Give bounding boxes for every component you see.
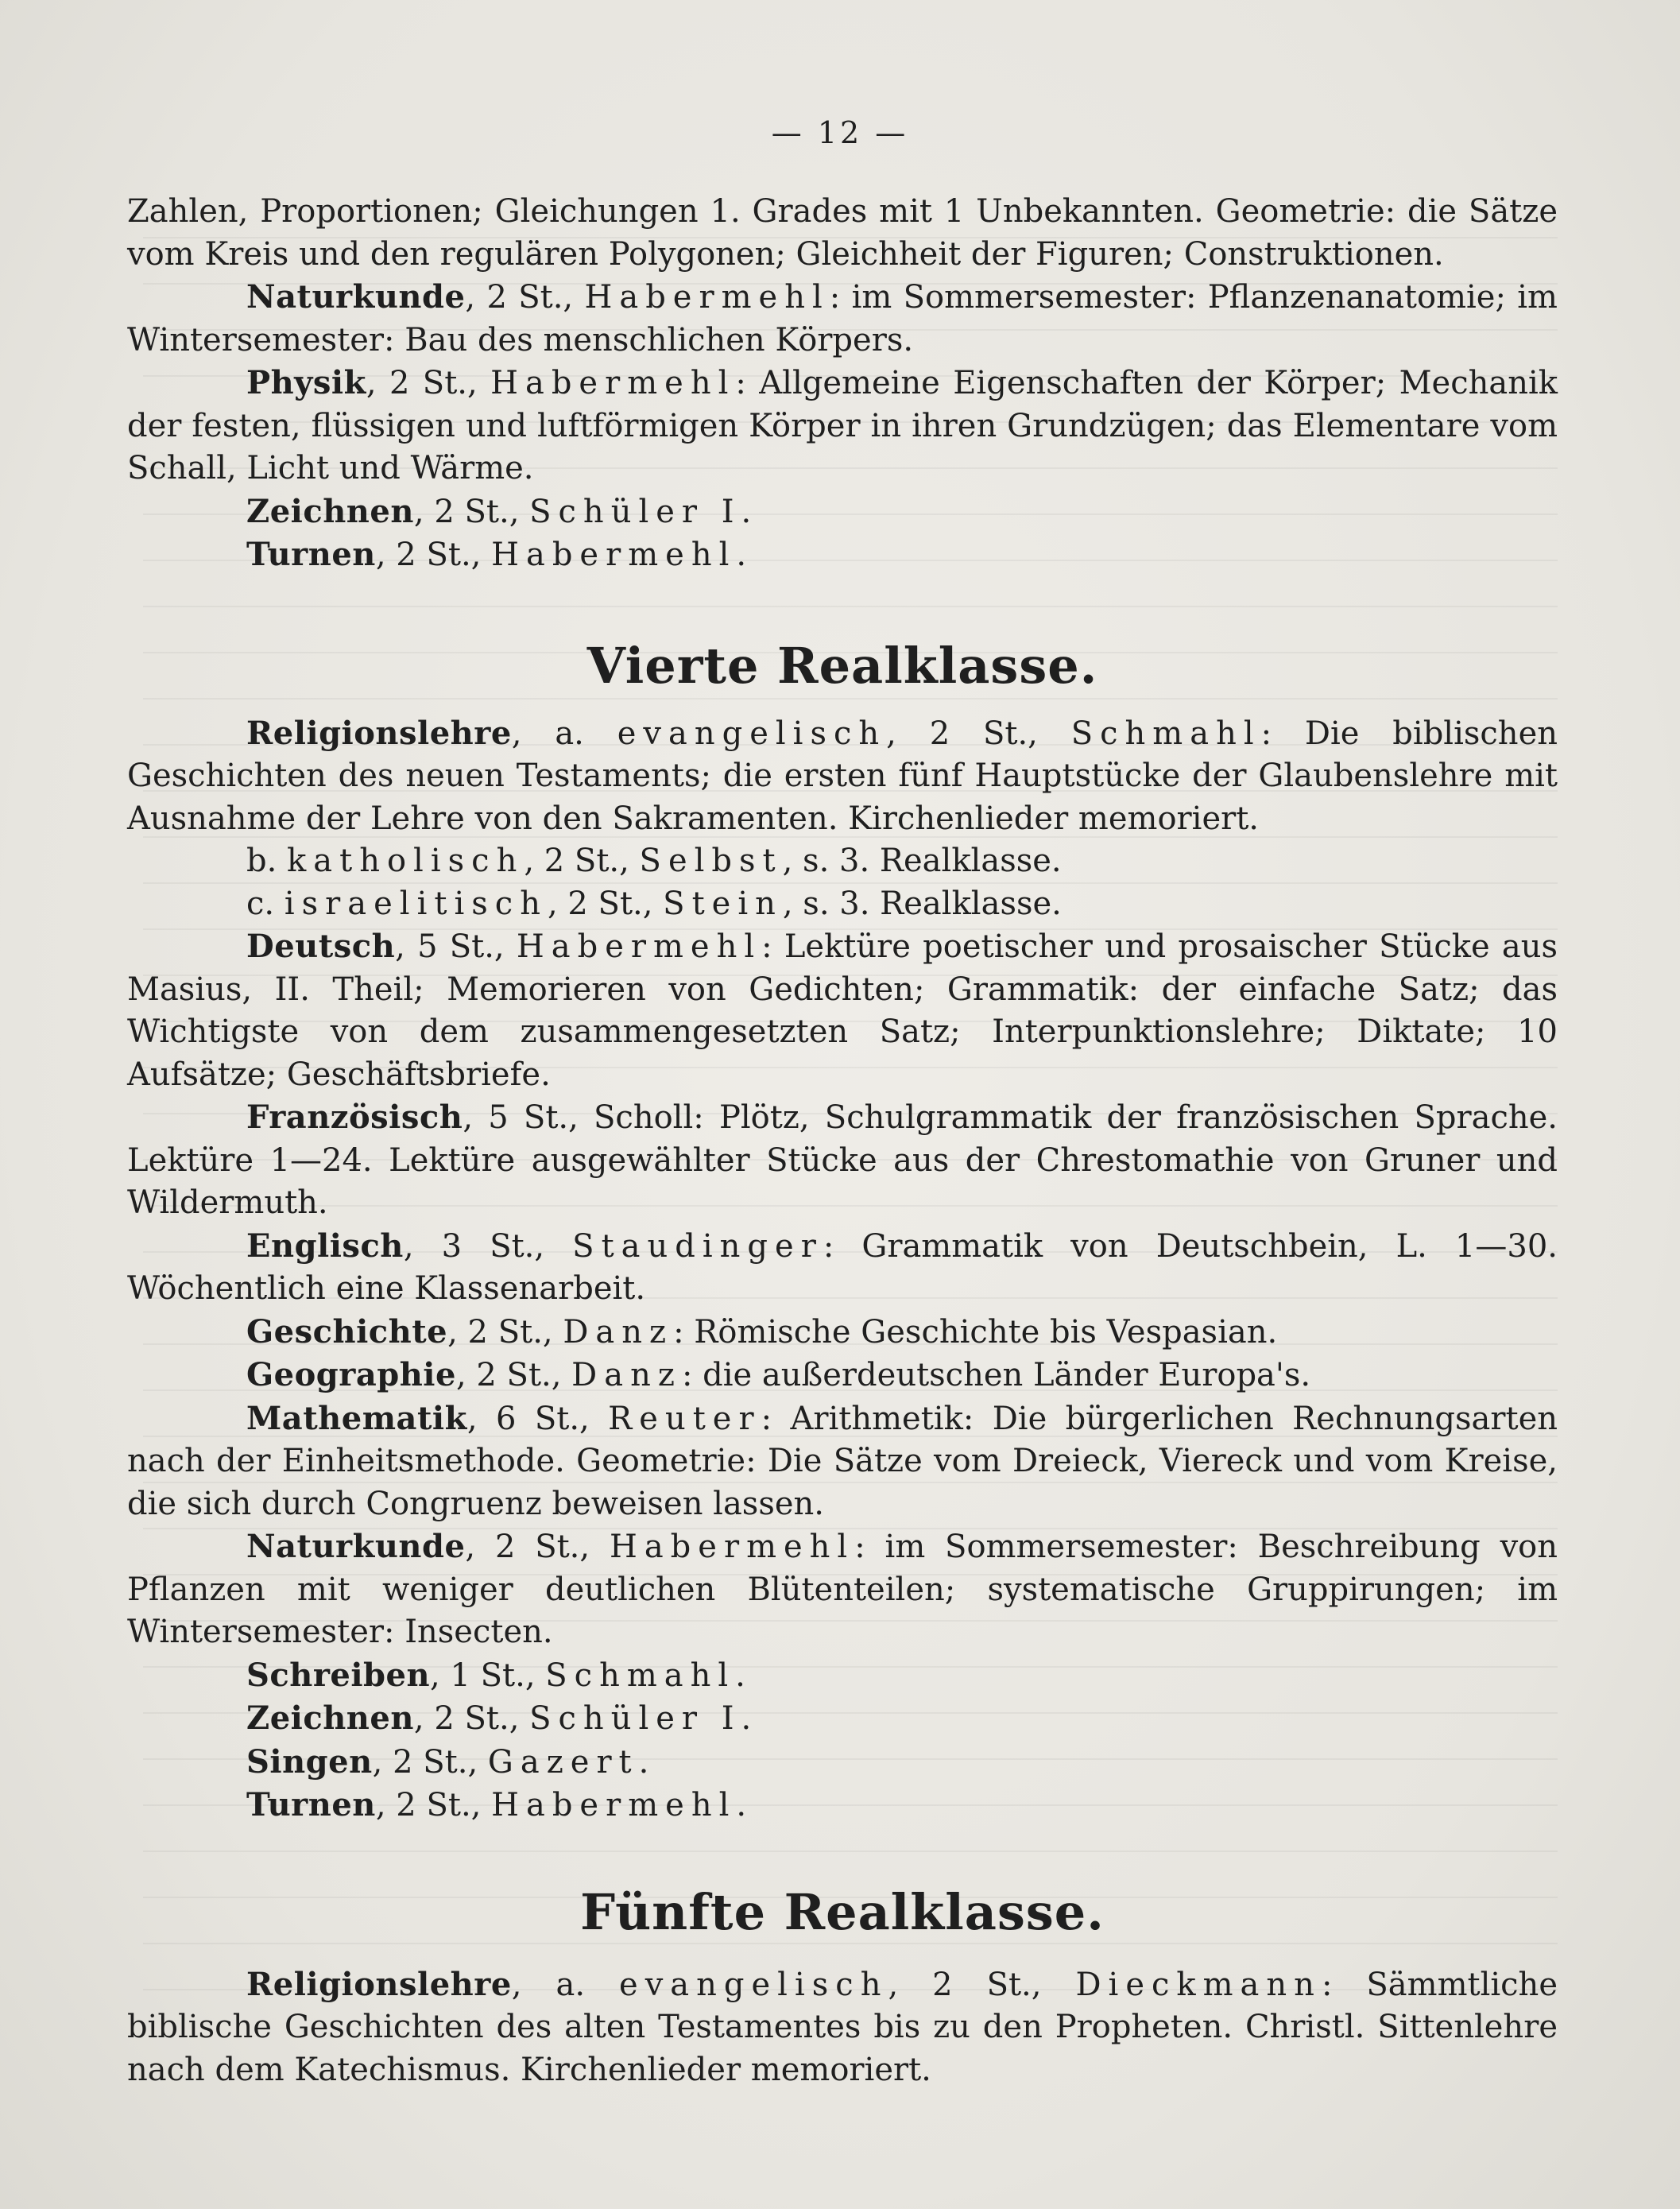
hours: , 2 St., — [447, 1313, 563, 1351]
hours: , 2 St., — [455, 1357, 572, 1393]
entry-naturkunde-vierte — [127, 1525, 1558, 1654]
hours: , 2 St., — [886, 715, 1071, 752]
entry-religionslehre-vierte — [127, 712, 1558, 841]
teacher-name: Habermehl — [584, 279, 830, 316]
teacher-name: Habermehl — [516, 928, 762, 965]
subject-name: Zeichnen — [246, 1699, 414, 1737]
subject-name: Geographie — [246, 1356, 456, 1393]
entry-israelitisch — [127, 883, 1558, 926]
teacher-name: Gazert. — [487, 1743, 656, 1781]
teacher-name: Habermehl. — [491, 1787, 754, 1823]
teacher-name: Schüler I. — [529, 1700, 759, 1737]
paragraph-mathematik-continued: Zahlen, Proportionen; Gleichungen 1. Grades mit 1 Unbekannten. Geometrie: die Sätze vom Kreis und den regulären Polygonen; Gleichheit der Figuren; Construktionen. — [127, 193, 1558, 273]
teacher-name: Dieckmann — [1075, 1966, 1322, 2003]
subject-name: Physik — [246, 364, 366, 401]
subject-name: Naturkunde — [246, 1528, 466, 1565]
hours: , 2 St., — [465, 279, 585, 316]
teacher-name: Staudinger — [572, 1227, 823, 1265]
subject-name: Religionslehre — [246, 1965, 512, 2003]
hours: , 5 St., — [463, 1099, 594, 1136]
description: : Lektüre poetischer und prosaischer Stücke aus Masius, II. Theil; Memorieren von Gedichten; Grammatik: der einfache Satz; das Wichtigste von dem zusammengesetzten Satz; Interpunktionslehre; Diktate; 10 Aufsätze; Geschäftsbriefe. — [127, 928, 1558, 1093]
subject-name: Schreiben — [246, 1656, 431, 1694]
entry-physik — [127, 362, 1558, 490]
subject-name: Mathematik — [246, 1399, 467, 1437]
denomination: evangelisch — [619, 1966, 888, 2003]
separator: , a. — [511, 1966, 620, 2003]
description: : Die biblischen Geschichten des neuen Testaments; die ersten fünf Hauptstücke der Glaubenslehre mit Ausnahme der Lehre von den Sakramenten. Kirchenlieder memoriert. — [127, 715, 1558, 837]
teacher-name: Habermehl — [609, 1529, 855, 1565]
subject-name: Singen — [246, 1742, 373, 1781]
teacher-name: Selbst — [639, 843, 783, 879]
teacher-name: Danz — [563, 1313, 674, 1351]
hours: , 2 St., — [375, 1787, 492, 1823]
page-body — [127, 103, 1558, 2091]
description: : Römische Geschichte bis Vespasian. — [673, 1313, 1278, 1351]
hours: , 3 St., — [403, 1227, 573, 1265]
teacher-name: Habermehl. — [491, 537, 754, 573]
entry-geographie — [127, 1354, 1558, 1397]
hours: , 5 St., — [395, 928, 517, 965]
hours: , 2 St., — [547, 885, 664, 922]
teacher-name: Stein — [663, 885, 783, 922]
separator: , a. — [511, 715, 617, 752]
hours: , 2 St., — [413, 493, 530, 530]
hours: , 6 St., — [466, 1400, 609, 1437]
description: : Plötz, Schulgrammatik der französischen Sprache. Lektüre 1—24. Lektüre ausgewählter Stücke aus der Chrestomathie von Gruner und Wildermuth. — [127, 1099, 1558, 1221]
hours: , 2 St., — [465, 1529, 610, 1565]
page-number: — 12 — — [771, 115, 909, 150]
subject-name: Deutsch — [246, 928, 396, 965]
teacher-name: Danz — [571, 1357, 682, 1393]
hours: , 1 St., — [430, 1657, 546, 1694]
hours: , 2 St., — [524, 843, 640, 879]
list-marker: b. — [246, 843, 288, 879]
subject-name: Turnen — [246, 536, 376, 573]
entry-geschichte — [127, 1311, 1558, 1354]
description: : Grammatik von Deutschbein, L. 1—30. Wöchentlich eine Klassenarbeit. — [127, 1227, 1558, 1307]
description: : Allgemeine Eigenschaften der Körper; Mechanik der festen, flüssigen und luftförmigen Körper in ihren Grundzügen; das Elementare vom Schall, Licht und Wärme. — [127, 365, 1558, 486]
entry-mathematik — [127, 1397, 1558, 1526]
subject-name: Geschichte — [246, 1312, 448, 1351]
entry-katholisch — [127, 840, 1558, 883]
hours: , 2 St., — [366, 365, 491, 401]
denomination: katholisch — [287, 843, 525, 879]
teacher-name: Reuter — [608, 1400, 761, 1437]
hours: , 2 St., — [888, 1966, 1076, 2003]
entry-turnen-vierte — [127, 1784, 1558, 1827]
denomination: evangelisch — [617, 715, 887, 752]
teacher-name: Schüler I. — [529, 493, 759, 530]
entry-franzoesisch — [127, 1096, 1558, 1225]
entry-zeichnen-vierte — [127, 1697, 1558, 1741]
subject-name: Religionslehre — [246, 714, 512, 752]
hours: , 2 St., — [372, 1743, 488, 1781]
list-marker: c. — [246, 885, 285, 922]
subject-name: Englisch — [246, 1227, 404, 1265]
teacher-name: Schmahl — [1070, 715, 1261, 752]
entry-englisch — [127, 1225, 1558, 1311]
entry-turnen-top — [127, 533, 1558, 577]
description: , s. 3. Realklasse. — [782, 843, 1062, 879]
hours: , 2 St., — [375, 537, 492, 573]
description: : im Sommersemester: Beschreibung von Pflanzen mit weniger deutlichen Blütenteilen; systematische Gruppirungen; im Wintersemester: Insecten. — [127, 1529, 1558, 1650]
section-heading-vierte-realklasse: Vierte Realklasse. — [586, 636, 1098, 695]
subject-name: Naturkunde — [246, 278, 466, 316]
description: : Arithmetik: Die bürgerlichen Rechnungsarten nach der Einheitsmethode. Geometrie: Die Sätze vom Dreieck, Viereck und vom Kreise, die sich durch Congruenz beweisen lassen. — [127, 1400, 1558, 1522]
entry-schreiben — [127, 1654, 1558, 1698]
description: , s. 3. Realklasse. — [782, 885, 1062, 922]
description: : die außerdeutschen Länder Europa's. — [681, 1357, 1311, 1393]
entry-zeichnen-top — [127, 490, 1558, 534]
hours: , 2 St., — [413, 1700, 530, 1737]
denomination: israelitisch — [284, 885, 548, 922]
entry-deutsch — [127, 925, 1558, 1096]
section-heading-fuenfte-realklasse: Fünfte Realklasse. — [580, 1882, 1105, 1941]
subject-name: Turnen — [246, 1786, 376, 1823]
entry-religionslehre-fuenfte — [127, 1963, 1558, 2092]
subject-name: Französisch — [246, 1099, 463, 1136]
description: : im Sommersemester: Pflanzenanatomie; im Wintersemester: Bau des menschlichen Körpers. — [127, 279, 1558, 358]
description: : Sämmtliche biblische Geschichten des alten Testamentes bis zu den Propheten. Christl. Sittenlehre nach dem Katechismus. Kirchenlieder memoriert. — [127, 1966, 1558, 2088]
entry-naturkunde-top — [127, 276, 1558, 362]
teacher-name: Schmahl. — [545, 1657, 753, 1694]
teacher-name: Scholl — [594, 1099, 694, 1136]
teacher-name: Habermehl — [490, 365, 736, 401]
subject-name: Zeichnen — [246, 492, 414, 530]
entry-singen — [127, 1741, 1558, 1785]
